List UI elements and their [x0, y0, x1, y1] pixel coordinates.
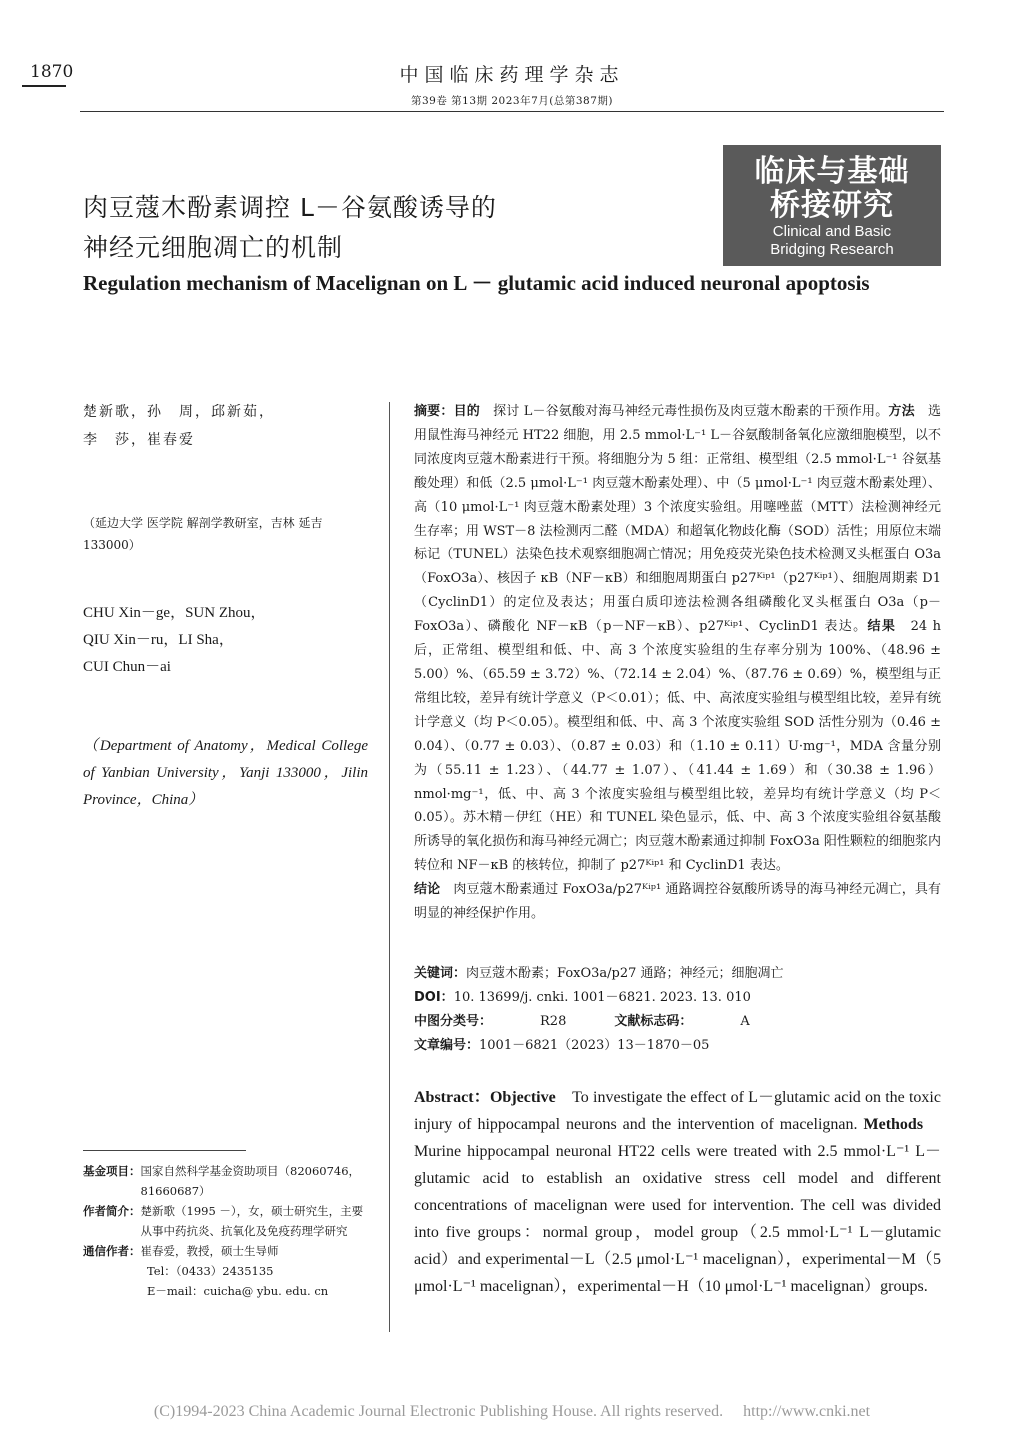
classification-row [414, 1010, 941, 1034]
footnote-rule [83, 1150, 246, 1151]
abstract-chinese [414, 400, 941, 926]
article-number-row [414, 1034, 941, 1058]
corr-label: 通信作者： [83, 1244, 141, 1258]
page-number: 1870 [30, 62, 74, 82]
clc-label: 中图分类号： [414, 1014, 493, 1029]
doi-label: DOI： [414, 990, 454, 1005]
abstract-label: 摘要： [414, 404, 454, 419]
methods-text: 选用鼠性海马神经元 HT22 细胞，用 2.5 mmol·L⁻¹ L－谷氨酸制备氧化应激细胞模型，以不同浓度肉豆蔻木酚素进行干预。将细胞分为 5 组：正常组、模型组（2.5 mmol·L⁻¹ 谷氨基酸处理）和低（2.5 μmol·L⁻¹ 肉豆蔻木酚素处理）、中（5 μmol·L⁻¹ 肉豆蔻木酚素处理）、高（10 μmol·L⁻¹ 肉豆蔻木酚素处理）3 个浓度实验组。用噻唑蓝（MTT）法检测神经元生存率；用 WST－8 法检测丙二醛（MDA）和超氧化物歧化酶（SOD）活性；用原位末端标记（TUNEL）法染色技术观察细胞凋亡情况；用免疫荧光染色技术检测叉头框蛋白 O3a（FoxO3a）、核因子 κB（NF－κB）和细胞周期蛋白 p27ᴷⁱᵖ¹（p27ᴷⁱᵖ¹）、细胞周期素 D1（CyclinD1）的定位及表达；用蛋白质印迹法检测各组磷酸化叉头框蛋白 O3a（p－FoxO3a）、磷酸化 NF－κB（p－NF－κB）、p27ᴷⁱᵖ¹、CyclinD1 表达。 [414, 404, 941, 635]
issue-info: 第39卷 第13期 2023年7月(总第387期) [410, 95, 614, 107]
section-banner [723, 145, 941, 266]
doc-code-text: A [740, 1014, 750, 1029]
authors-english [83, 600, 368, 681]
keywords-text: 肉豆蔻木酚素；FoxO3a/p27 通路；神经元；细胞凋亡 [466, 966, 784, 981]
fund-label: 基金项目： [83, 1164, 141, 1178]
abstract-english [414, 1084, 941, 1300]
header-rule [80, 111, 944, 112]
authors-cn-line1: 楚新歌，孙 周，邱新茹， [83, 404, 275, 420]
authors-en-line3: CUI Chun－ai [83, 659, 171, 675]
clc-text: R28 [540, 1014, 567, 1029]
bio-label: 作者简介： [83, 1204, 141, 1218]
corr-note [83, 1241, 368, 1261]
bio-note [83, 1201, 368, 1241]
objective-en-text: To investigate the effect of L－glutamic acid on the toxic injury of hippocampal neurons and the intervention of macelignan. [414, 1089, 941, 1133]
methods-en-text: Murine hippocampal neuronal HT22 cells were treated with 2.5 mmol·L⁻¹ L－glutamic acid to establish an oxidative stress cell model and different concentrations of macelignan were used for intervention. The cell was divided into five groups：normal group，model group（2.5 mmol·L⁻¹ L－glutamic acid）and experimental－L（2.5 μmol·L⁻¹ macelignan），experimental－M（5 μmol·L⁻¹ macelignan），experimental－H（10 μmol·L⁻¹ macelignan）groups. [414, 1116, 942, 1295]
fund-note [83, 1161, 368, 1201]
objective-label: 目的 [453, 404, 480, 419]
corr-text: 崔春爱，教授，硕士生导师 [140, 1244, 279, 1258]
banner-cn-line2: 桥接研究 [770, 188, 894, 223]
chinese-title-line2: 神经元细胞凋亡的机制 [83, 233, 344, 262]
bio-text: 楚新歌（1995 －），女，硕士研究生，主要从事中药抗炎、抗氧化及免疫药理学研究 [140, 1204, 364, 1238]
methods-label: 方法 [888, 404, 915, 419]
keywords-row [414, 962, 941, 986]
affiliation-chinese: （延边大学 医学院 解剖学教研室，吉林 延吉 133000） [83, 516, 323, 552]
banner-cn-line1: 临床与基础 [754, 154, 910, 189]
corr-email: E－mail：cuicha@ ybu. edu. cn [147, 1284, 329, 1298]
results-text: 24 h 后，正常组、模型组和低、中、高 3 个浓度实验组的生存率分别为 100%、（48.96 ± 5.00）%、（65.59 ± 3.72）%、（72.14 ± 2.04）%、（87.76 ± 0.69）%，模型组与正常组比较，差异有统计学意义（P＜0.01）；低、中、高浓度实验组与模型组比较，差异有统计学意义（均 P＜0.05）。模型组和低、中、高 3 个浓度实验组 SOD 活性分别为（0.46 ± 0.04）、（0.77 ± 0.03）、（0.87 ± 0.03）和（1.10 ± 0.11）U·mg⁻¹，MDA 含量分别为（55.11 ± 1.23）、（44.77 ± 1.07）、（41.44 ± 1.69）和（30.38 ± 1.96）nmol·mg⁻¹，低、中、高 3 个浓度实验组与模型组比较，差异均有统计学意义（均 P＜0.05）。苏木精－伊红（HE）和 TUNEL 染色显示，低、中、高 3 个浓度实验组谷氨基酸所诱导的氧化损伤和海马神经元凋亡；肉豆蔻木酚素通过抑制 FoxO3a 阳性颗粒的细胞浆内转位和 NF－κB 的核转位，抑制了 p27ᴷⁱᵖ¹ 和 CyclinD1 表达。 [414, 619, 941, 874]
authors-cn-line2: 李 莎，崔春爱 [83, 432, 195, 448]
article-no-text: 1001－6821（2023）13－1870－05 [479, 1038, 710, 1053]
chinese-title [83, 188, 703, 268]
article-meta [414, 962, 941, 1058]
article-no-label: 文章编号： [414, 1038, 480, 1053]
conclusion-label: 结论 [414, 882, 441, 898]
journal-title: 中国临床药理学杂志 [399, 64, 625, 86]
affiliation-english: （Department of Anatomy，Medical College of Yanbian University，Yanji 133000，Jilin Province，China） [83, 738, 368, 808]
keywords-label: 关键词： [414, 966, 467, 981]
banner-en-line1: Clinical and Basic [772, 223, 892, 240]
chinese-title-line1: 肉豆蔻木酚素调控 L－谷氨酸诱导的 [83, 193, 497, 222]
copyright-footer: (C)1994-2023 China Academic Journal Electronic Publishing House. All rights reserved. http://www.cnki.net [153, 1403, 871, 1420]
methods-en-label: Methods [863, 1116, 924, 1133]
objective-en-label: Objective [489, 1089, 556, 1106]
corr-tel: Tel：（0433）2435135 [147, 1264, 274, 1278]
banner-en-line2: Bridging Research [770, 241, 894, 258]
column-divider [389, 402, 390, 1332]
authors-en-line2: QIU Xin－ru，LI Sha， [83, 632, 234, 648]
conclusion-text: 肉豆蔻木酚素通过 FoxO3a/p27ᴷⁱᵖ¹ 通路调控谷氨酸所诱导的海马神经元凋亡，具有明显的神经保护作用。 [414, 882, 941, 922]
english-title: Regulation mechanism of Macelignan on L － glutamic acid induced neuronal apoptosis [83, 271, 870, 295]
doi-row [414, 986, 941, 1010]
authors-chinese [83, 398, 368, 454]
objective-text: 探讨 L－谷氨酸对海马神经元毒性损伤及肉豆蔻木酚素的干预作用。 [479, 404, 889, 419]
results-label: 结果 [867, 619, 897, 635]
footnotes [83, 1161, 368, 1301]
authors-en-line1: CHU Xin－ge，SUN Zhou， [83, 605, 266, 621]
doc-code-label: 文献标志码： [614, 1014, 693, 1029]
doi-text: 10. 13699/j. cnki. 1001－6821. 2023. 13. 010 [453, 990, 751, 1005]
fund-text: 国家自然科学基金资助项目（82060746，81660687） [140, 1164, 361, 1198]
abstract-en-label: Abstract： [414, 1089, 490, 1106]
